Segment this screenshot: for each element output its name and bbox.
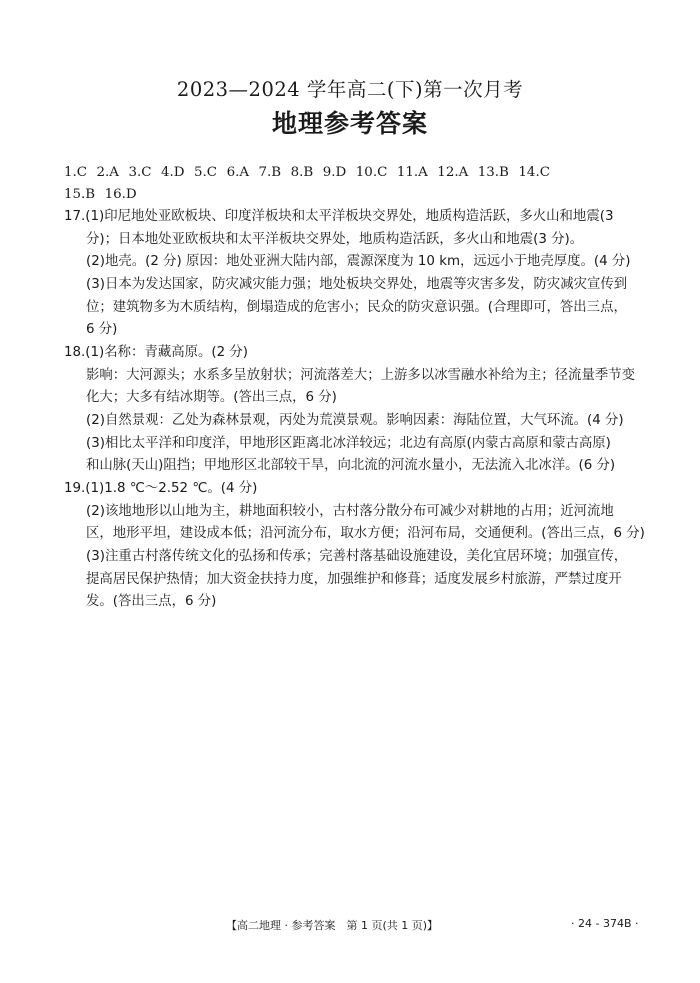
q17-line: 分)；日本地处亚欧板块和太平洋板块交界处，地质构造活跃，多火山和地震(3 分)。 (86, 231, 584, 247)
choice-row-2 (64, 184, 644, 206)
question-17 (64, 206, 644, 342)
q18-line: (3)相比太平洋和印度洋，甲地形区距离北冰洋较远；北边有高原(内蒙古高原和蒙古高原) (86, 435, 611, 451)
choice-answer: 10.C (355, 165, 388, 180)
q19-line: 19.(1)1.8 ℃～2.52 ℃。(4 分) (64, 481, 258, 496)
choice-answer: 16.D (104, 187, 137, 202)
choice-answers (64, 162, 644, 206)
choice-answer: 11.A (396, 165, 428, 180)
page-footer: 【高二地理 · 参考答案 第 1 页(共 1 页)】 (226, 919, 439, 932)
question-18 (64, 342, 644, 478)
choice-row-1 (64, 162, 644, 184)
answer-key-title: 地理参考答案 (271, 109, 428, 138)
q17-line: (2)地壳。(2 分) 原因：地处亚洲大陆内部，震源深度为 10 km，远远小于地壳厚度。(4 分) (86, 254, 631, 270)
question-19 (64, 478, 644, 614)
q18-line: 和山脉(天山)阻挡；甲地形区北部较干旱，向北流的河流水量小，无法流入北冰洋。(6 分) (86, 458, 616, 474)
q19-line: (2)该地地形以山地为主，耕地面积较小，古村落分散分布可减少对耕地的占用；近河流地 (86, 503, 614, 519)
q19-line: 发。(答出三点，6 分) (86, 594, 217, 610)
document-code: · 24 - 374B · (571, 917, 639, 930)
q18-line: 化大；大多有结冰期等。(答出三点，6 分) (86, 390, 337, 406)
choice-answer: 2.A (96, 165, 119, 180)
q17-line: 位；建筑物多为木质结构，倒塌造成的危害小；民众的防灾意识强。(合理即可，答出三点， (86, 299, 627, 315)
q17-line: 17.(1)印尼地处亚欧板块、印度洋板块和太平洋板块交界处，地质构造活跃，多火山和地震(3 (64, 209, 614, 224)
q17-line: (3)日本为发达国家，防灾减灾能力强；地处板块交界处，地震等灾害多发，防灾减灾宣传到 (86, 277, 628, 293)
q18-line: 影响：大河源头；水系多呈放射状；河流落差大；上游多以冰雪融水补给为主；径流量季节变 (86, 367, 636, 383)
q19-line: 提高居民保护热情；加大资金扶持力度，加强维护和修葺；适度发展乡村旅游，严禁过度开 (86, 571, 622, 587)
choice-answer: 5.C (194, 165, 218, 180)
q19-line: 区，地形平坦，建设成本低；沿河流分布，取水方便；沿河布局，交通便利。(答出三点，6 分) (86, 526, 645, 542)
choice-answer: 4.D (161, 165, 185, 180)
q18-line: (2)自然景观：乙处为森林景观，丙处为荒漠景观。影响因素：海陆位置，大气环流。(4 分) (86, 413, 624, 429)
choice-answer: 6.A (226, 165, 250, 180)
choice-answer: 13.B (477, 165, 509, 180)
q18-line: 18.(1)名称：青藏高原。(2 分) (64, 345, 249, 360)
choice-answer: 7.B (258, 165, 282, 180)
choice-answer: 8.B (290, 165, 314, 180)
q19-line: (3)注重古村落传统文化的弘扬和传承；完善村落基础设施建设，美化宜居环境；加强宣传， (86, 549, 628, 565)
choice-answer: 12.A (437, 165, 469, 180)
exam-title: 2023—2024 学年高二(下)第一次月考 (176, 78, 524, 101)
choice-answer: 15.B (64, 187, 96, 202)
choice-answer: 9.D (322, 165, 347, 180)
choice-answer: 3.C (128, 165, 152, 180)
choice-answer: 14.C (518, 165, 550, 180)
q17-line: 6 分) (86, 322, 118, 338)
choice-answer: 1.C (64, 165, 88, 180)
